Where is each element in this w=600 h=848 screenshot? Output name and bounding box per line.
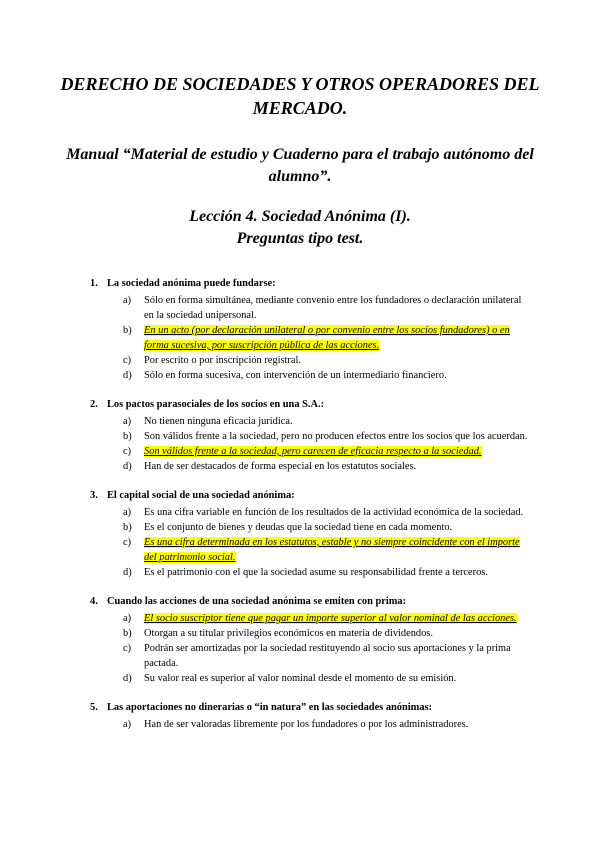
question-text [90, 276, 530, 291]
answer-option-correct [90, 535, 530, 565]
option-text: No tienen ninguna eficacia jurídica. [144, 416, 293, 427]
option-text: En un acto (por declaración unilateral o por convenio entre los socios fundadores) o en forma sucesiva, por suscripción pública de las acciones. [144, 325, 510, 351]
option-letter: a) [123, 416, 132, 427]
section-title: Preguntas tipo test. [236, 230, 364, 247]
option-letter: a) [123, 719, 132, 730]
answer-option [90, 368, 530, 383]
question-number: 5. [90, 702, 98, 713]
option-letter: c) [123, 537, 132, 548]
option-text: El socio suscriptor tiene que pagar un importe superior al valor nominal de las acciones. [144, 613, 517, 624]
option-letter: b) [123, 325, 132, 336]
question-item [90, 488, 530, 580]
option-text: Es el patrimonio con el que la sociedad asume su responsabilidad frente a terceros. [144, 567, 488, 578]
question-number: 2. [90, 399, 98, 410]
question-item [90, 276, 530, 383]
answer-option [90, 414, 530, 429]
option-text: Han de ser destacados de forma especial en los estatutos sociales. [144, 461, 417, 472]
option-letter: b) [123, 628, 132, 639]
option-letter: d) [123, 461, 132, 472]
option-text: Son válidos frente a la sociedad, pero no producen efectos entre los socios que los acuerdan. [144, 431, 528, 442]
question-number: 4. [90, 596, 98, 607]
option-letter: c) [123, 643, 132, 654]
option-text: Otorgan a su titular privilegios económicos en materia de dividendos. [144, 628, 433, 639]
lesson-heading [60, 206, 540, 250]
document-title: DERECHO DE SOCIEDADES Y OTROS OPERADORES DEL MERCADO. [60, 74, 540, 118]
answer-option [90, 429, 530, 444]
option-text: Por escrito o por inscripción registral. [144, 355, 301, 366]
option-text: Son válidos frente a la sociedad, pero carecen de eficacia respecto a la sociedad. [144, 446, 482, 457]
answer-option [90, 459, 530, 474]
option-text: Es el conjunto de bienes y deudas que la sociedad tiene en cada momento. [144, 522, 453, 533]
option-letter: c) [123, 446, 132, 457]
option-letter: a) [123, 507, 132, 518]
option-text: Es una cifra determinada en los estatutos, estable y no siempre coincidente con el importe del patrimonio social. [144, 537, 520, 563]
option-text: Su valor real es superior al valor nominal desde el momento de su emisión. [144, 673, 457, 684]
question-label: El capital social de una sociedad anónima: [107, 490, 295, 501]
answer-option [90, 293, 530, 323]
option-letter: b) [123, 522, 132, 533]
question-text [90, 700, 530, 715]
option-text: Sólo en forma sucesiva, con intervención de un intermediario financiero. [144, 370, 447, 381]
answer-option [90, 671, 530, 686]
answer-option-correct [90, 611, 530, 626]
question-text [90, 488, 530, 503]
question-list [90, 276, 530, 746]
question-item [90, 397, 530, 474]
option-letter: a) [123, 295, 132, 306]
question-label: Los pactos parasociales de los socios en una S.A.: [107, 399, 325, 410]
option-letter: d) [123, 673, 132, 684]
answer-option [90, 717, 530, 732]
option-letter: d) [123, 567, 132, 578]
option-text: Sólo en forma simultánea, mediante convenio entre los fundadores o declaración unilateral en la sociedad unipersonal. [144, 295, 522, 321]
question-label: Cuando las acciones de una sociedad anónima se emiten con prima: [107, 596, 407, 607]
answer-option [90, 641, 530, 671]
question-number: 3. [90, 490, 98, 501]
answer-option-correct [90, 323, 530, 353]
document-subtitle: Manual “Material de estudio y Cuaderno para el trabajo autónomo del alumno”. [66, 146, 534, 185]
option-text: Han de ser valoradas libremente por los fundadores o por los administradores. [144, 719, 469, 730]
question-item [90, 700, 530, 732]
answer-option [90, 520, 530, 535]
question-label: Las aportaciones no dinerarias o “in natura” en las sociedades anónimas: [107, 702, 433, 713]
answer-option [90, 353, 530, 368]
answer-option-correct [90, 444, 530, 459]
question-text [90, 594, 530, 609]
option-letter: a) [123, 613, 132, 624]
option-letter: b) [123, 431, 132, 442]
answer-option [90, 505, 530, 520]
answer-option [90, 565, 530, 580]
question-number: 1. [90, 278, 98, 289]
question-label: La sociedad anónima puede fundarse: [107, 278, 276, 289]
option-text: Podrán ser amortizadas por la sociedad restituyendo al socio sus aportaciones y la prima pactada. [144, 643, 511, 669]
question-text [90, 397, 530, 412]
answer-option [90, 626, 530, 641]
option-letter: c) [123, 355, 132, 366]
lesson-title: Lección 4. Sociedad Anónima (I). [189, 208, 411, 225]
option-text: Es una cifra variable en función de los resultados de la actividad económica de la sociedad. [144, 507, 524, 518]
question-item [90, 594, 530, 686]
option-letter: d) [123, 370, 132, 381]
